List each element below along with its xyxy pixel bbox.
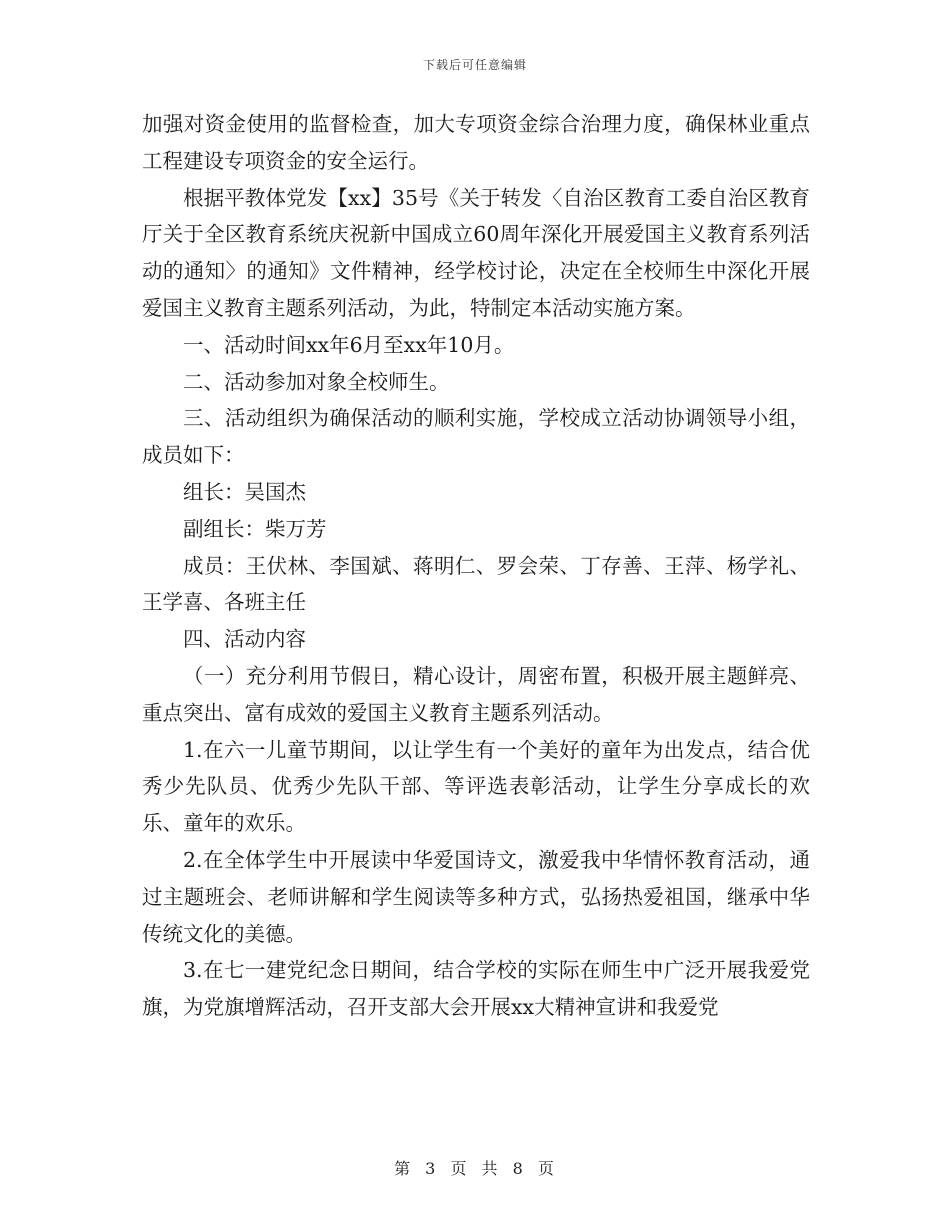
paragraph-11: 1.在六一儿童节期间，以让学生有一个美好的童年为出发点，结合优秀少先队员、优秀少先队干部、等评选表彰活动，让学生分享成长的欢乐、童年的欢乐。 (142, 737, 810, 836)
document-body (142, 106, 810, 1026)
paragraph-1: 加强对资金使用的监督检查，加大专项资金综合治理力度，确保林业重点工程建设专项资金的安全运行。 (142, 112, 810, 173)
paragraph-2: 根据平教体党发【xx】35号《关于转发〈自治区教育工委自治区教育厅关于全区教育系统庆祝新中国成立60周年深化开展爱国主义教育系列活动的通知〉的通知》文件精神，经学校讨论，决定在全校师生中深化开展爱国主义教育主题系列活动，为此，特制定本活动实施方案。 (142, 185, 810, 320)
paragraph-10: （一）充分利用节假日，精心设计，周密布置，积极开展主题鲜亮、重点突出、富有成效的爱国主义教育主题系列活动。 (142, 663, 810, 725)
paragraph-7: 副组长：柴万芳 (183, 516, 327, 541)
paragraph-6: 组长：吴国杰 (183, 479, 306, 504)
paragraph-12: 2.在全体学生中开展读中华爱国诗文，激爱我中华情怀教育活动，通过主题班会、老师讲解和学生阅读等多种方式，弘扬热爱祖国，继承中华传统文化的美德。 (142, 847, 810, 946)
paragraph-5: 三、活动组织为确保活动的顺利实施，学校成立活动协调领导小组，成员如下： (142, 406, 810, 468)
page-header-note: 下载后可任意编辑 (422, 58, 527, 72)
paragraph-4: 二、活动参加对象全校师生。 (183, 369, 450, 394)
paragraph-13: 3.在七一建党纪念日期间，结合学校的实际在师生中广泛开展我爱党旗，为党旗增辉活动，召开支部大会开展xx大精神宣讲和我爱党 (142, 958, 810, 1020)
paragraph-3: 一、活动时间xx年6月至xx年10月。 (183, 332, 515, 357)
paragraph-9: 四、活动内容 (183, 627, 306, 652)
paragraph-8: 成员：王伏林、李国斌、蒋明仁、罗会荣、丁存善、王萍、杨学礼、王学喜、各班主任 (142, 553, 810, 615)
page-number: 第 3 页 共 8 页 (394, 1159, 556, 1178)
